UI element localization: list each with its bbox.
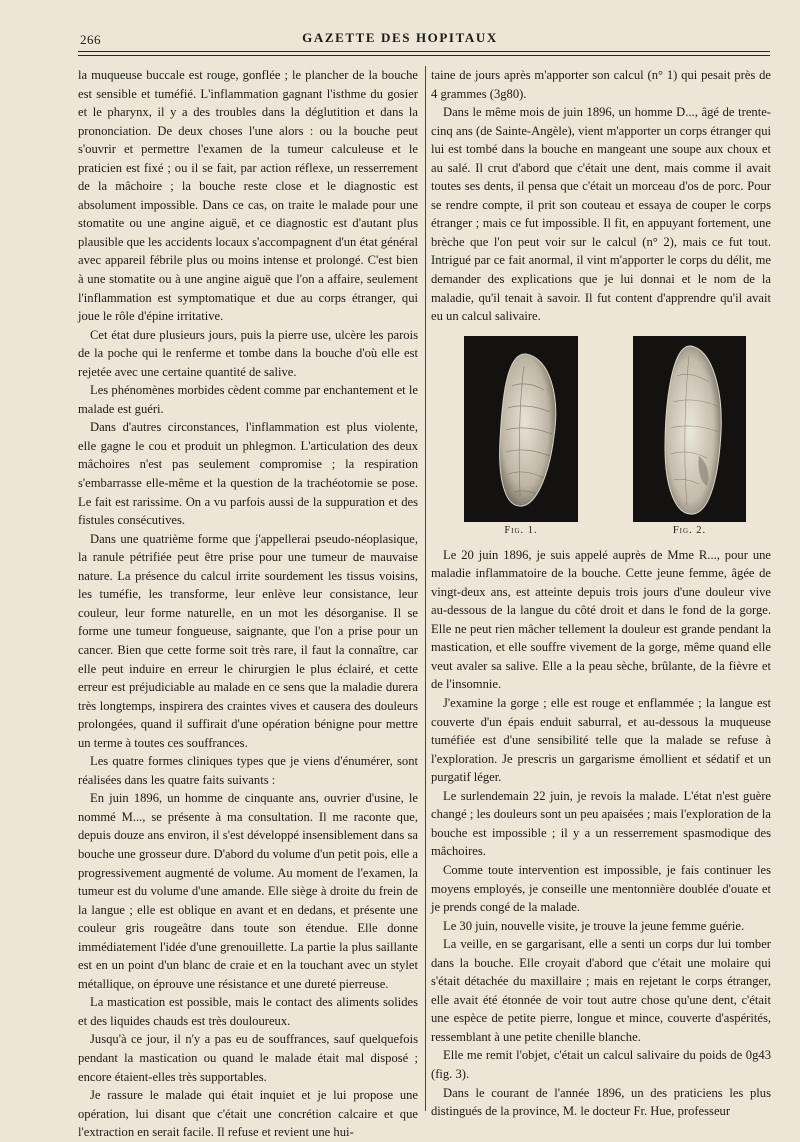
paragraph: taine de jours après m'apporter son calcul (n° 1) qui pesait près de 4 grammes (3g80). — [431, 68, 771, 101]
figure-1-caption: Fig. 1. — [504, 524, 538, 536]
paragraph: Elle me remit l'objet, c'était un calcul salivaire du poids de 0g43 (fig. 3). — [431, 1048, 771, 1081]
paragraph: Je rassure le malade qui était inquiet et je lui propose une opération, lui disant que c'était une concrétion calcaire et que l'extraction en serait facile. Il refuse et revient une hui- — [78, 1088, 418, 1140]
paragraph: Les phénomènes morbides cèdent comme par enchantement et le malade est guéri. — [78, 383, 418, 416]
paragraph: Le 30 juin, nouvelle visite, je trouve la jeune femme guérie. — [443, 918, 745, 933]
column-divider — [425, 66, 426, 1111]
paragraph: Cet état dure plusieurs jours, puis la pierre use, ulcère les parois de la poche qui le renferme et tombe dans la bouche d'où elle est rejetée avec une certaine quantité de salive. — [78, 327, 418, 379]
paragraph: Jusqu'à ce jour, il n'y a pas eu de souffrances, sauf quelquefois pendant la mastication ou quand le malade était mal disposé ; encore étaient-elles très supportables. — [78, 1032, 418, 1084]
paragraph: Le surlendemain 22 juin, je revois la malade. L'état n'est guère changé ; les douleurs sont un peu apaisées ; mais l'exploration de la bouche est impossible ; il y a un resserrement spasmodique des mâchoires. — [431, 788, 771, 859]
figure-1-image — [464, 336, 578, 522]
paragraph: Le 20 juin 1896, je suis appelé auprès de Mme R..., pour une maladie inflammatoire de la bouche. Cette jeune femme, âgée de vingt-deux ans, est atteinte depuis trois jours d'une douleur vive au-dessous de la langue du côté droit et dans le fond de la gorge. Elle ne peut rien mâcher tellement la douleur est grande pendant la mastication, et elle souffre vivement de la gorge, même quand elle veut avaler sa salive. Elle a la peau sèche, brûlante, de la fièvre et de l'insomnie. — [431, 547, 771, 692]
paragraph: J'examine la gorge ; elle est rouge et enflammée ; la langue est couverte d'un épais enduit saburral, et au-dessous la muqueuse tuméfiée est d'une sensibilité telle que la malade se refuse à l'exploration. Je prescris un gargarisme émollient et sédatif et un purgatif léger. — [431, 696, 771, 785]
paragraph: Dans le même mois de juin 1896, un homme D..., âgé de trente-cinq ans (de Sainte-Angèle), vient m'apporter un corps étranger qui lui est tombé dans la bouche en mangeant une soupe aux choux et au salé. Il crut d'abord que c'était une dent, mais comme il avait toutes ses dents, il pensa que c'était un morceau d'os de porc. Pour se rendre compte, il prit son couteau et essaya de couper le corps étranger ; mais ce fut impossible. Il fit, en appuyant fortement, une brèche que l'on peut voir sur le calcul (n° 2), mais ce fut tout. Intrigué par ce fait anormal, il vint m'apporter le corps du délit, me demander des explications que je lui donnai et le nom de la maladie, qu'il tenait à savoir. Il fut content d'apprendre qu'il avait eu un calcul salivaire. — [431, 105, 771, 324]
figure-1 — [464, 336, 578, 538]
paragraph: Les quatre formes cliniques types que je viens d'énumérer, sont réalisées dans les quatre faits suivants : — [78, 754, 418, 787]
header-rule — [78, 51, 770, 52]
header-rule-thin — [78, 55, 770, 56]
figure-2 — [633, 336, 746, 538]
page-number: 266 — [80, 32, 101, 47]
paragraph: Dans une quatrième forme que j'appellerai pseudo-néoplasique, la ranule pétrifiée peut être prise pour une tumeur de mauvaise nature. La présence du calcul irrite sourdement les tissus voisins, les tuméfie, les transforme, leur enlève leur consistance, leur couleur, leur forme naturelle, en un mot les désorganise. Il se forme une tumeur fongueuse, saignante, que l'on a prise pour un cancer. Bien que cette forme soit très rare, il faut la connaître, car elle peut induire en erreur le chirurgien le plus éclairé, et cette erreur est préjudiciable au malade en ce sens que la maladie durera très longtemps, inspirera des craintes vives et causera des douleurs prolongées, quand il suffirait d'une opération bénigne pour mettre un terme à toutes ces souffrances. — [78, 531, 418, 750]
paragraph: Dans le courant de l'année 1896, un des praticiens les plus distingués de la province, M. le docteur Fr. Hue, professeur — [431, 1085, 771, 1119]
left-column — [78, 66, 418, 1142]
right-column — [431, 66, 771, 1121]
figure-plates — [431, 336, 771, 542]
paragraph: En juin 1896, un homme de cinquante ans, ouvrier d'usine, le nommé M..., se présente à ma consultation. Il me raconte que, depuis douze ans environ, il s'est développé insensiblement dans sa bouche une grosseur dure. D'abord du volume d'un petit pois, elle a progressivement augmenté de volume. Au moment de l'examen, la tumeur est du volume d'une amande. Elle siège à droite du frein de la langue ; elle est oblique en avant et en dedans, et présente une couleur gris rougeâtre dans toute son étendue. Elle donne immédiatement l'idée d'une grenouillette. La partie la plus saillante est en un point d'un blanc de craie et en la touchant avec un stylet métallique, on éprouve une résistance et une dureté pierreuse. — [78, 791, 418, 991]
figure-2-caption: Fig. 2. — [672, 524, 707, 536]
paragraph: La veille, en se gargarisant, elle a senti un corps dur lui tomber dans la bouche. Elle croyait d'abord que c'était une molaire qui s'était détachée du maxillaire ; mais en rejetant le corps étranger, elle avait été étonnée de voir tout autre chose qu'une dent, c'était une espèce de petite pierre, longue et mince, couverte d'aspérités, ressemblant à une petite chenille blanche. — [431, 937, 771, 1044]
paragraph: La mastication est possible, mais le contact des aliments solides et des liquides chauds est très douloureux. — [78, 995, 418, 1028]
paragraph: Dans d'autres circonstances, l'inflammation est plus violente, elle gagne le cou et produit un phlegmon. L'articulation des deux mâchoires n'est pas seulement compromise ; la respiration s'embarrasse elle-même et la question de la trachéotomie se pose. Le fait est rarissime. On a vu parfois aussi de la suppuration et des fistules consécutives. — [78, 420, 418, 528]
running-title: GAZETTE DES HOPITAUX — [302, 30, 498, 45]
figure-2-image — [633, 336, 746, 522]
paragraph: la muqueuse buccale est rouge, gonflée ; le plancher de la bouche est sensible et tuméfié. L'inflammation gagnant l'isthme du gosier et le pharynx, il y a des troubles dans la déglutition et dans la prononciation. De deux choses l'une alors : ou la bouche peut s'ouvrir et permettre l'examen de la tumeur calculeuse et le praticien est fixé ; ou il se fait, par action réflexe, un resserrement de la mâchoire ; la bouche reste close et le diagnostic est absolument impossible. Dans ce cas, on traite le malade pour une stomatite ou une angine aiguë, et ce diagnostic est d'autant plus plausible que les accidents locaux s'accompagnent d'un état général avec appareil fébrile plus ou moins intense et prolongé. C'est bien à une stomatite ou à une angine aiguë que l'on a affaire, seulement l'inflammation est symptomatique et due au corps étranger, qui joue le rôle d'épine irritative. — [78, 68, 418, 324]
paragraph: Comme toute intervention est impossible, je fais continuer les moyens employés, je conseille une mentonnière doublée d'ouate et je prends congé de la malade. — [431, 862, 771, 915]
